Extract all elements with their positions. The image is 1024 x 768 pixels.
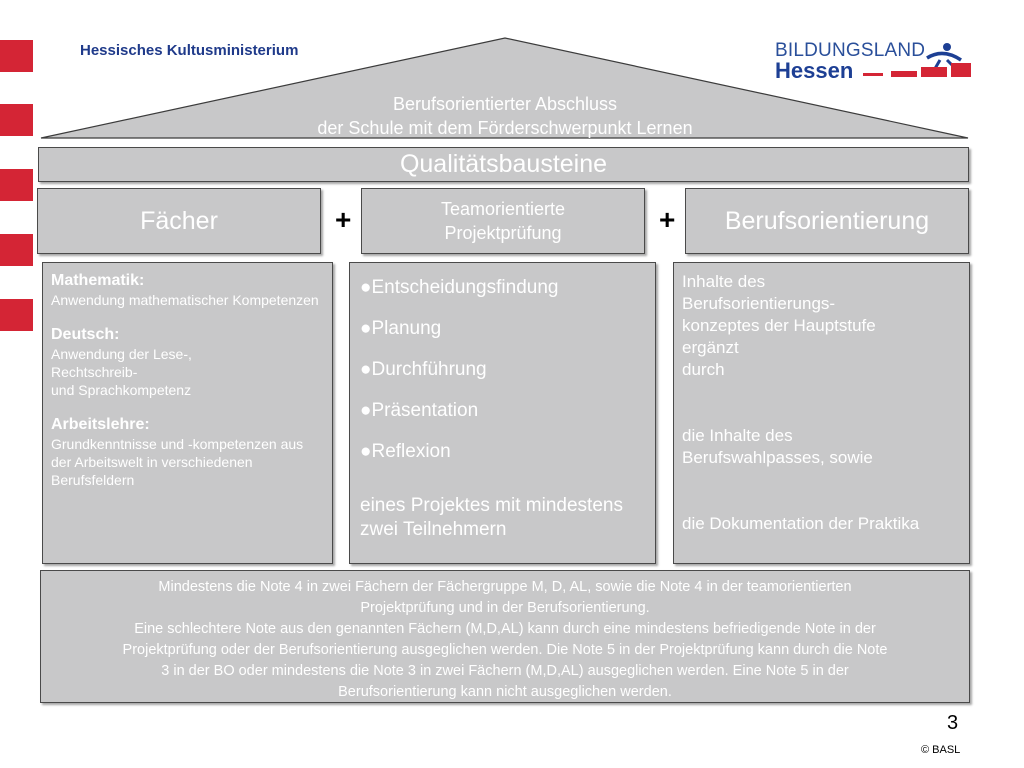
ministry-title: Hessisches Kultusministerium [80,42,299,59]
logo-line2: Hessen [775,58,854,83]
requirements-line: Eine schlechtere Note aus den genannten Fächern (M,D,AL) kann durch eine mindestens befriedigende Note in der [134,621,876,637]
beruf-line: die Inhalte des [682,426,793,445]
beruf-line: durch [682,360,725,379]
list-item: ●Präsentation [360,400,479,421]
math-text: Anwendung mathematischer Kompetenzen [51,292,319,308]
page-number: 3 [947,712,959,734]
bullet-icon: ● [360,359,372,380]
requirements-line: Projektprüfung oder der Berufsorientierung ausgeglichen werden. Die Note 5 in der Projektprüfung kann durch die Note [122,642,888,658]
bullet-icon: ● [360,441,372,462]
faecher-details [42,262,333,564]
qualitaetsbausteine-bar: Qualitätsbausteine [38,147,969,182]
beruf-line: ergänzt [682,338,739,357]
projekt-details [349,262,656,564]
requirements-line: Berufsorientierung kann nicht ausgeglichen werden. [338,684,672,700]
arbeitslehre-title: Arbeitslehre: [51,416,150,433]
arbeitslehre-text: Grundkenntnisse und -kompetenzen aus der Arbeitswelt in verschiedenen Berufsfeldern [51,436,304,488]
list-item: ●Entscheidungsfindung [360,277,559,298]
plus-sign-1: + [335,204,352,235]
projekt-closing: eines Projektes mit mindestens zwei Teilnehmern [360,495,623,540]
list-item: ●Durchführung [360,359,487,380]
copyright: © BASL [921,744,961,756]
list-item: ●Reflexion [360,441,451,462]
requirements-box [40,570,970,703]
beruf-details [673,262,970,564]
side-tab-3 [0,169,33,201]
deutsch-line1: Anwendung der Lese-, [51,346,192,362]
side-tab-5 [0,299,33,331]
roof-line2: der Schule mit dem Förderschwerpunkt Lernen [317,118,693,138]
deutsch-title: Deutsch: [51,326,120,343]
bullet-icon: ● [360,400,372,421]
side-tab-4 [0,234,33,266]
deutsch-line2: Rechtschreib- [51,364,138,380]
deutsch-line3: und Sprachkompetenz [51,382,192,398]
requirements-line: Mindestens die Note 4 in zwei Fächern der Fächergruppe M, D, AL, sowie die Note 4 in der teamorientierten [158,579,852,595]
roof-title [230,92,780,140]
plus-sign-2: + [659,204,676,235]
beruf-line: Inhalte des [682,272,766,291]
beruf-line: die Dokumentation der Praktika [682,514,920,533]
roof-line1: Berufsorientierter Abschluss [392,94,618,114]
team-line1: Teamorientierte [440,199,566,219]
pillar-faecher: Fächer [37,188,321,254]
math-title: Mathematik: [51,272,145,289]
beruf-line: konzeptes der Hauptstufe [682,316,876,335]
beruf-line: Berufsorientierungs- [682,294,836,313]
list-item: ●Planung [360,318,442,339]
pillar-projektpruefung [361,188,645,254]
requirements-line: 3 in der BO oder mindestens die Note 3 in zwei Fächern (M,D,AL) ausgeglichen werden. Eine Note 5 in der [161,663,849,679]
requirements-line: Projektprüfung und in der Berufsorientierung. [360,600,650,616]
bullet-icon: ● [360,318,372,339]
pillar-berufsorientierung: Berufsorientierung [685,188,969,254]
beruf-line: Berufswahlpasses, sowie [682,448,873,467]
logo-line1: BILDUNGSLAND [775,40,926,61]
bullet-icon: ● [360,277,372,298]
team-line2: Projektprüfung [444,223,562,243]
